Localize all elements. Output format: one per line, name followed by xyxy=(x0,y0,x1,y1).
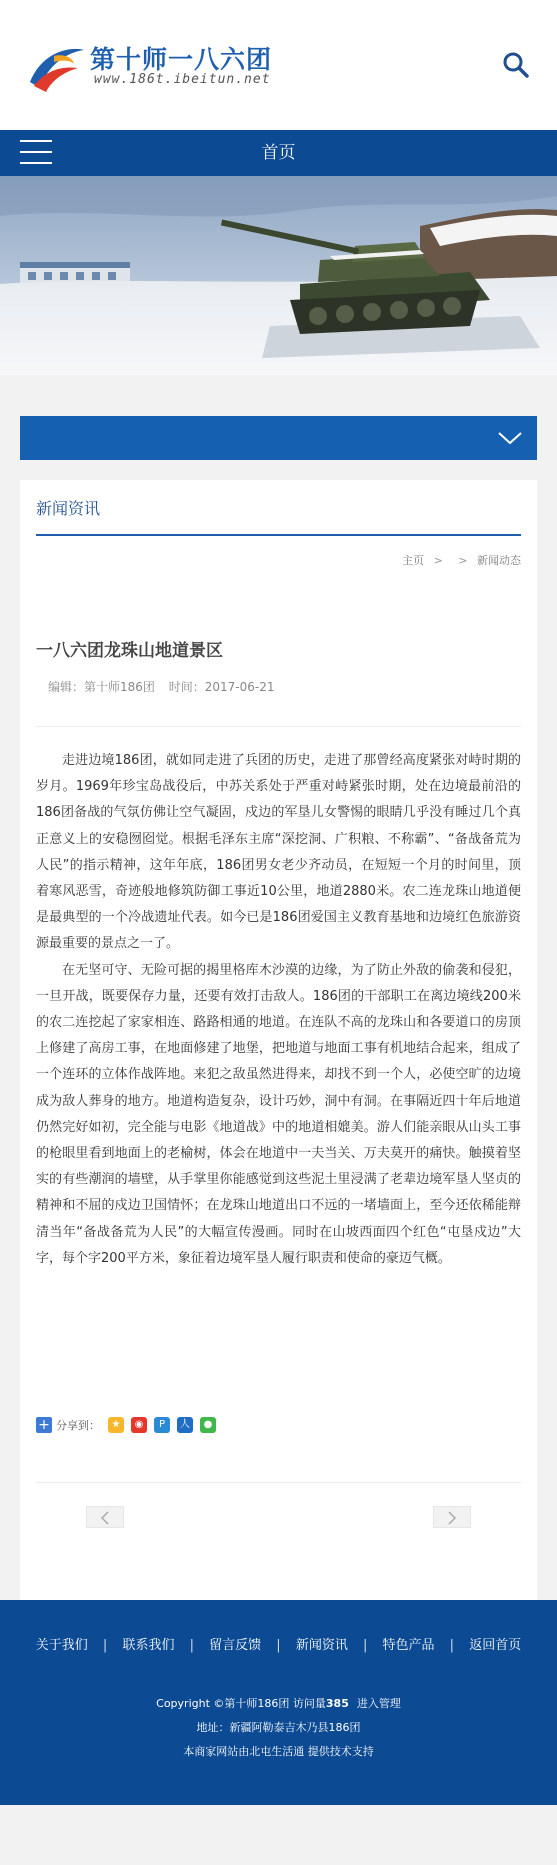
breadcrumb-sep: > xyxy=(433,554,443,567)
logo-url: www.186t.ibeitun.net xyxy=(94,72,271,87)
site-footer xyxy=(0,1600,557,1805)
footer-link-products[interactable]: 特色产品 xyxy=(382,1638,435,1653)
article-body xyxy=(36,748,521,1272)
site-logo[interactable] xyxy=(24,38,284,94)
footer-link-sep: | xyxy=(189,1638,194,1653)
logo-mark-icon xyxy=(24,42,88,94)
footer-links xyxy=(0,1634,557,1653)
footer-address: 地址：新疆阿勒泰吉木乃县186团 xyxy=(196,1721,361,1734)
tank-snow-photo xyxy=(0,176,557,375)
category-dropdown[interactable] xyxy=(20,416,537,460)
footer-link-contact[interactable]: 联系我们 xyxy=(122,1638,175,1653)
breadcrumb-current[interactable]: 新闻动态 xyxy=(477,554,521,567)
tencent-weibo-share-icon[interactable]: P xyxy=(154,1417,170,1433)
divider xyxy=(36,1482,521,1483)
wechat-share-icon[interactable]: ● xyxy=(200,1417,216,1433)
banner-image xyxy=(0,176,557,375)
footer-link-news[interactable]: 新闻资讯 xyxy=(295,1638,348,1653)
next-article-button[interactable] xyxy=(433,1506,471,1528)
footer-link-sep: | xyxy=(102,1638,108,1653)
article-paragraph: 走进边境186团，就如同走进了兵团的历史，走进了那曾经高度紧张对峙时期的岁月。1969年珍宝岛战役后，中苏关系处于严重对峙紧张时期，处在边境最前沿的186团备战的气氛仿佛让空气凝固，戍边的军垦儿女警惕的眼睛几乎没有睡过几个真正意义上的安稳囫囵觉。根据毛泽东主席“深挖洞、广积粮、不称霸”、“备战备荒为人民”的指示精神，这年年底，186团男女老少齐动员，在短短一个月的时间里，顶着寒风恶雪，奇迹般地修筑防御工事近10公里，地道2880米。农二连龙珠山地道便是最典型的一个冷战遗址代表。如今已是186团爱国主义教育基地和边境红色旅游资源最重要的景点之一了。 xyxy=(36,753,521,952)
footer-link-sep: | xyxy=(449,1638,455,1653)
article-time: 时间：2017-06-21 xyxy=(168,680,275,694)
footer-support: 本商家网站由北屯生活通 提供技术支持 xyxy=(183,1745,374,1758)
footer-copyright xyxy=(0,1692,557,1716)
article-meta xyxy=(48,678,284,695)
qzone-share-icon[interactable]: ★ xyxy=(108,1417,124,1433)
article-editor: 编辑：第十师186团 xyxy=(48,680,155,694)
footer-link-sep: | xyxy=(362,1638,368,1653)
renren-share-icon[interactable]: 人 xyxy=(177,1417,193,1433)
section-underline xyxy=(36,534,521,536)
breadcrumb-sep: > xyxy=(458,554,468,567)
footer-link-home[interactable]: 返回首页 xyxy=(469,1638,522,1653)
nav-title: 首页 xyxy=(261,143,296,163)
breadcrumb xyxy=(402,552,521,568)
visit-count: 385 xyxy=(325,1697,349,1710)
search-icon xyxy=(501,50,531,80)
prev-article-button[interactable] xyxy=(86,1506,124,1528)
chevron-down-icon xyxy=(497,428,523,448)
chevron-left-icon xyxy=(100,1511,110,1525)
content-card xyxy=(20,480,537,1640)
footer-link-feedback[interactable]: 留言反馈 xyxy=(209,1638,262,1653)
share-bar xyxy=(36,1414,223,1436)
logo-title: 第十师一八六团 xyxy=(90,45,273,74)
section-title: 新闻资讯 xyxy=(36,499,101,518)
footer-link-sep: | xyxy=(276,1638,281,1653)
breadcrumb-home[interactable]: 主页 xyxy=(402,554,425,567)
copyright-text: Copyright ©第十师186团 访问量 xyxy=(156,1697,326,1710)
chevron-right-icon xyxy=(447,1511,457,1525)
divider xyxy=(36,726,521,727)
share-more-icon[interactable]: + xyxy=(36,1417,52,1433)
share-label: 分享到： xyxy=(56,1419,100,1432)
top-navbar xyxy=(0,130,557,176)
weibo-share-icon[interactable]: ◉ xyxy=(131,1417,147,1433)
search-button[interactable] xyxy=(501,50,531,80)
site-header xyxy=(0,0,557,130)
article-title: 一八六团龙珠山地道景区 xyxy=(36,641,223,661)
article-paragraph: 在无坚可守、无险可据的揭里格库木沙漠的边缘，为了防止外敌的偷袭和侵犯，一旦开战，既要保存力量，还要有效打击敌人。186团的干部职工在离边境线200米的农二连挖起了家家相连、路路相通的地道。在连队不高的龙珠山和各要道口的房顶上修建了高房工事，在地面修建了地堡，把地道与地面工事有机地结合起来，组成了一个连环的立体作战阵地。来犯之敌虽然进得来，却找不到一个人，必使空旷的边境成为敌人葬身的地方。地道构造复杂，设计巧妙，洞中有洞。在事隔近四十年后地道仍然完好如初，完全能与电影《地道战》中的地道相媲美。游人们能亲眼从山头工事的枪眼里看到地面上的老榆树，体会在地道中一夫当关、万夫莫开的痛快。触摸着坚实的有些潮润的墙壁，从手掌里你能感觉到这些泥土里浸满了老辈边境军垦人坚贞的精神和不屈的戍边卫国情怀；在龙珠山地道出口不远的一堵墙面上，至今还依稀能辩清当年“备战备荒为人民”的大幅宣传漫画。同时在山坡西面四个红色“屯垦戍边”大字，每个字200平方米，象征着边境军垦人履行职责和使命的豪迈气概。 xyxy=(36,962,521,1266)
footer-info xyxy=(0,1692,557,1764)
footer-link-about[interactable]: 关于我们 xyxy=(35,1638,88,1653)
admin-link[interactable]: 进入管理 xyxy=(356,1697,401,1710)
